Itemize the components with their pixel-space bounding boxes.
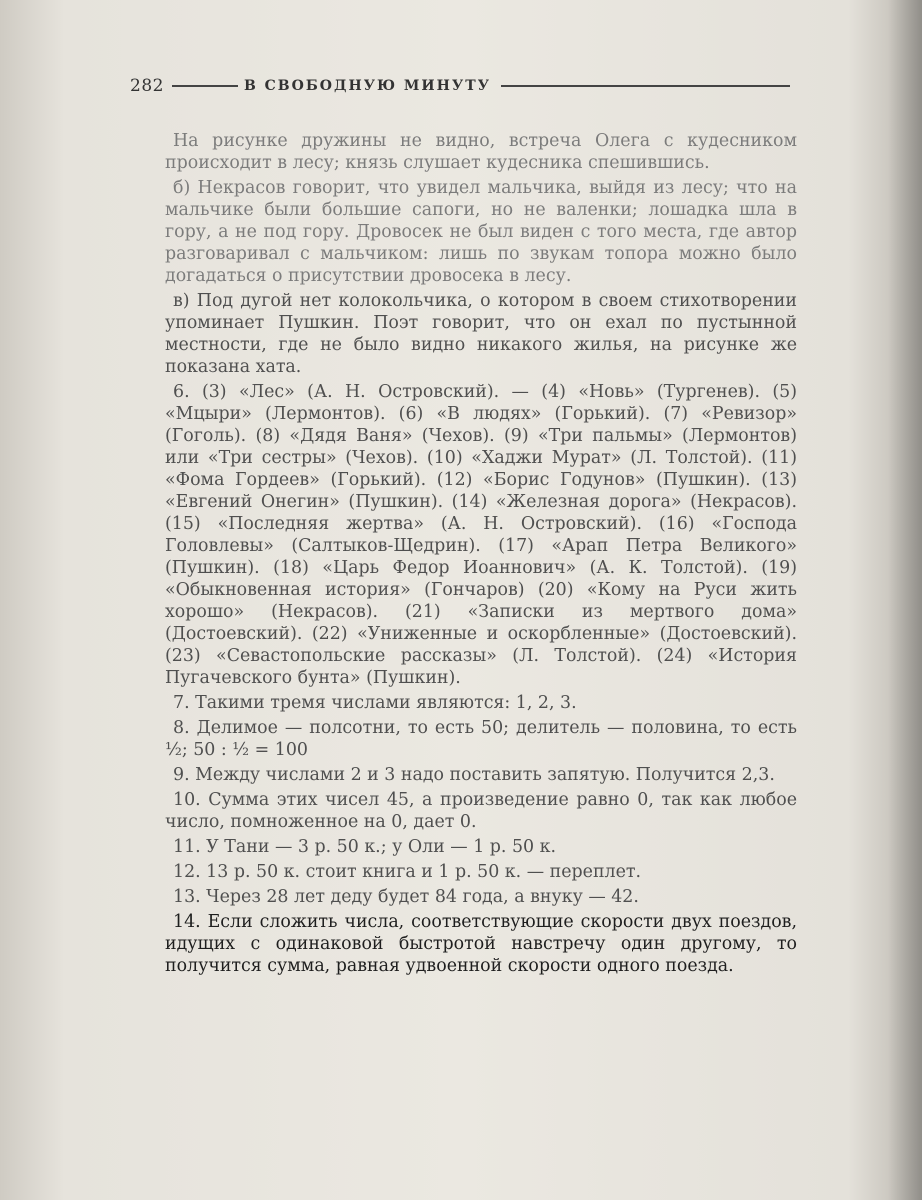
page-number: 282	[130, 76, 164, 96]
answer-paragraph-8: 8. Делимое — полсотни, то есть 50; делитель — половина, то есть ½; 50 : ½ = 100	[165, 718, 797, 760]
answer-paragraph-a: На рисунке дружины не видно, встреча Олега с кудесником происходит в лесу; князь слушает кудесника спешившись.	[165, 131, 797, 173]
answer-paragraph-9: 9. Между числами 2 и 3 надо поставить запятую. Получится 2,3.	[173, 765, 775, 785]
header-rule-short	[172, 85, 238, 87]
answer-paragraph-12: 12. 13 р. 50 к. стоит книга и 1 р. 50 к. — переплет.	[173, 862, 642, 882]
answer-paragraph-11: 11. У Тани — 3 р. 50 к.; у Оли — 1 р. 50 к.	[173, 837, 557, 857]
answer-paragraph-6: 6. (3) «Лес» (А. Н. Островский). — (4) «Новь» (Тургенев). (5) «Мцыри» (Лермонтов). (6) «В людях» (Горький). (7) «Ревизор» (Гоголь). (8) «Дядя Ваня» (Чехов). (9) «Три пальмы» (Лермонтов) или «Три сестры» (Чехов). (10) «Хаджи Мурат» (Л. Толстой). (11) «Фома Гордеев» (Горький). (12) «Борис Годунов» (Пушкин). (13) «Евгений Онегин» (Пушкин). (14) «Железная дорога» (Некрасов). (15) «Последняя жертва» (А. Н. Островский). (16) «Господа Головлевы» (Салтыков-Щедрин). (17) «Арап Петра Великого» (Пушкин). (18) «Царь Федор Иоаннович» (А. К. Толстой). (19) «Обыкновенная история» (Гончаров) (20) «Кому на Руси жить хорошо» (Некрасов). (21) «Записки из мертвого дома» (Достоевский). (22) «Униженные и оскорбленные» (Достоевский). (23) «Севастопольские рассказы» (Л. Толстой). (24) «История Пугачевского бунта» (Пушкин).	[165, 382, 797, 688]
answer-paragraph-c: в) Под дугой нет колокольчика, о котором в своем стихотворении упоминает Пушкин. Поэт говорит, что он ехал по пустынной местности, где не было видно никакого жилья, на рисунке же показана хата.	[165, 291, 797, 377]
running-title: В СВОБОДНУЮ МИНУТУ	[243, 78, 492, 94]
answer-paragraph-13: 13. Через 28 лет деду будет 84 года, а внуку — 42.	[173, 887, 639, 907]
answer-paragraph-b: б) Некрасов говорит, что увидел мальчика, выйдя из лесу; что на мальчике были большие сапоги, но не валенки; лошадка шла в гору, а не под гору. Дровосек не был виден с того места, где автор разговаривал с мальчиком: лишь по звукам топора можно было догадаться о присутствии дровосека в лесу.	[165, 178, 797, 286]
header-rule-long	[501, 85, 790, 87]
answer-paragraph-10: 10. Сумма этих чисел 45, а произведение равно 0, так как любое число, помноженное на 0, дает 0.	[165, 790, 797, 832]
running-header	[130, 74, 790, 98]
page-body	[165, 130, 797, 980]
page-edge-shadow	[888, 0, 922, 1200]
answer-paragraph-14: 14. Если сложить числа, соответствующие скорости двух поездов, идущих с одинаковой быстротой навстречу один другому, то получится сумма, равная удвоенной скорости одного поезда.	[165, 912, 797, 976]
answer-paragraph-7: 7. Такими тремя числами являются: 1, 2, 3.	[173, 693, 577, 713]
